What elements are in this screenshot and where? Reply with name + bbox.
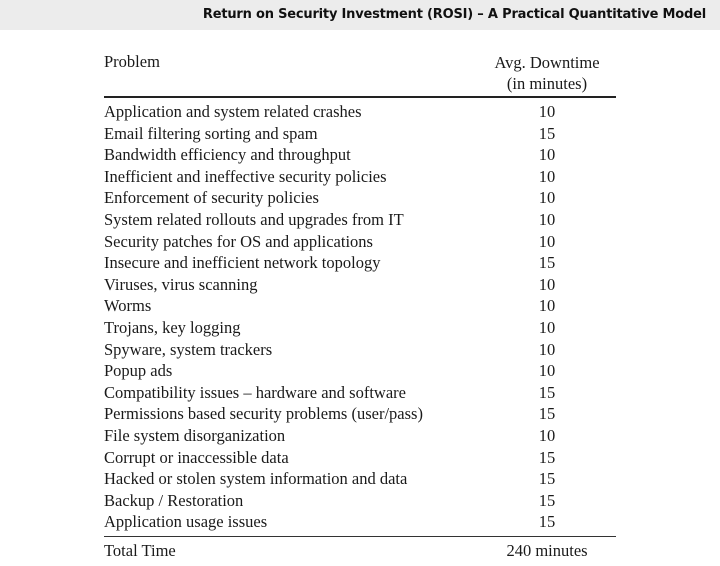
table-row xyxy=(104,295,616,317)
column-header-downtime-line1: Avg. Downtime xyxy=(494,53,600,72)
total-label: Total Time xyxy=(104,540,176,560)
problem-cell: Permissions based security problems (user/pass) xyxy=(104,404,423,424)
running-head-bar xyxy=(0,0,720,30)
downtime-cell: 15 xyxy=(538,253,556,273)
total-value: 240 minutes xyxy=(506,540,588,560)
column-header-downtime-line2: (in minutes) xyxy=(506,74,588,93)
table-row xyxy=(104,317,616,339)
downtime-cell: 10 xyxy=(538,317,556,337)
downtime-cell: 10 xyxy=(538,425,556,445)
downtime-cell: 10 xyxy=(538,296,556,316)
downtime-cell: 10 xyxy=(538,188,556,208)
problem-cell: Viruses, virus scanning xyxy=(104,274,258,294)
column-header-downtime xyxy=(482,52,612,94)
downtime-cell: 15 xyxy=(538,512,556,532)
table-row xyxy=(104,231,616,253)
table-body xyxy=(104,98,616,536)
table-row xyxy=(104,339,616,361)
downtime-cell: 10 xyxy=(538,209,556,229)
problem-cell: Popup ads xyxy=(104,361,173,381)
problem-cell: Email filtering sorting and spam xyxy=(104,123,318,143)
table-row xyxy=(104,123,616,145)
table-row xyxy=(104,101,616,123)
downtime-cell: 10 xyxy=(538,231,556,251)
table-row xyxy=(104,187,616,209)
table-row xyxy=(104,468,616,490)
problem-cell: Security patches for OS and applications xyxy=(104,231,373,251)
problem-cell: File system disorganization xyxy=(104,425,286,445)
problem-cell: Inefficient and ineffective security policies xyxy=(104,166,387,186)
table-row xyxy=(104,425,616,447)
downtime-cell: 10 xyxy=(538,339,556,359)
problem-cell: Application and system related crashes xyxy=(104,102,362,121)
total-row xyxy=(104,537,616,565)
problem-cell: Spyware, system trackers xyxy=(104,339,273,359)
problem-cell: Compatibility issues – hardware and software xyxy=(104,382,406,402)
table-row xyxy=(104,144,616,166)
table-row xyxy=(104,360,616,382)
problem-cell: Worms xyxy=(104,296,152,316)
problem-cell: Application usage issues xyxy=(104,512,268,532)
downtime-cell: 15 xyxy=(538,490,556,510)
problem-cell: Hacked or stolen system information and data xyxy=(104,469,408,489)
problem-cell: Backup / Restoration xyxy=(104,490,244,510)
problem-cell: Insecure and inefficient network topology xyxy=(104,253,381,273)
table-row xyxy=(104,274,616,296)
column-header-problem: Problem xyxy=(104,52,160,71)
problem-cell: Trojans, key logging xyxy=(104,317,241,337)
running-head: Return on Security Investment (ROSI) – A Practical Quantitative Model xyxy=(202,7,706,22)
table-row xyxy=(104,252,616,274)
table-row xyxy=(104,403,616,425)
downtime-cell: 15 xyxy=(538,469,556,489)
table-row xyxy=(104,447,616,469)
downtime-cell: 10 xyxy=(538,274,556,294)
downtime-cell: 10 xyxy=(538,145,556,165)
downtime-cell: 10 xyxy=(538,166,556,186)
downtime-cell: 15 xyxy=(538,447,556,467)
downtime-cell: 15 xyxy=(538,382,556,402)
table-header xyxy=(104,44,616,96)
table-row xyxy=(104,209,616,231)
downtime-cell: 15 xyxy=(538,404,556,424)
problem-cell: Bandwidth efficiency and throughput xyxy=(104,145,351,165)
table-row xyxy=(104,490,616,512)
problem-cell: System related rollouts and upgrades from IT xyxy=(104,209,404,229)
problem-cell: Corrupt or inaccessible data xyxy=(104,447,289,467)
table-row xyxy=(104,166,616,188)
downtime-cell: 10 xyxy=(538,361,556,381)
table-row xyxy=(104,382,616,404)
table-row xyxy=(104,511,616,533)
problem-cell: Enforcement of security policies xyxy=(104,188,319,208)
downtime-cell: 15 xyxy=(538,123,556,143)
downtime-table xyxy=(104,44,616,565)
downtime-cell: 10 xyxy=(538,102,556,121)
